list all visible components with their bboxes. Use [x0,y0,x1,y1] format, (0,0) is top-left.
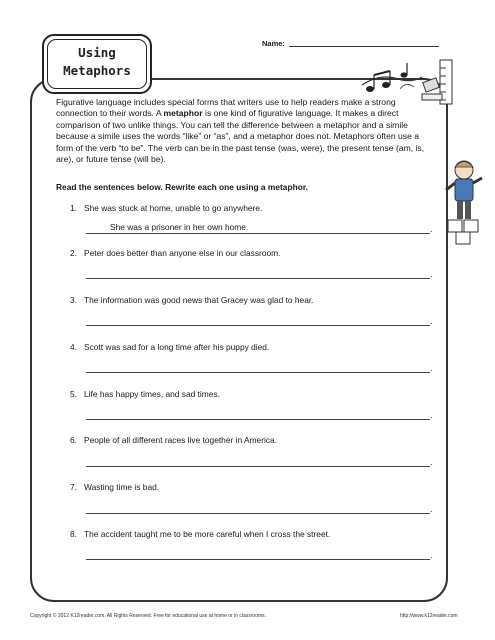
answer-period: . [430,550,433,560]
question-number: 2. [70,248,77,258]
question-2 [70,248,280,258]
footer-copyright: Copyright © 2012 K12reader.com. All Rights Reserved. Free for educational use at home or in classrooms. [30,613,267,619]
question-5 [70,389,220,399]
question-text: Wasting time is bad. [84,482,160,492]
question-text: The information was good news that Gracey was glad to hear. [84,295,314,305]
question-text: Scott was sad for a long time after his puppy died. [84,342,270,352]
answer-line-2[interactable] [86,267,430,279]
question-1 [70,203,262,213]
question-3 [70,295,314,305]
name-label: Name: [262,39,285,48]
question-text: Peter does better than anyone else in our classroom. [84,248,281,258]
question-number: 8. [70,529,77,539]
question-number: 3. [70,295,77,305]
footer-url[interactable]: http://www.k12reader.com [400,613,458,619]
question-7 [70,482,159,492]
intro-part2: is one kind of figurative language. It makes a direct comparison of two unlike things. You can tell the difference between a metaphor and a simile because a simile uses the words “like” or “as”, and a metaphor does not. Metaphors often use a form of the verb “to be”. The verb can be in the past tense (was, were), the present tense (am, is, are), or future tense (will be). [56,108,425,165]
question-text: Life has happy times, and sad times. [84,389,220,399]
answer-line-3[interactable] [86,314,430,326]
question-6 [70,435,277,445]
name-field[interactable] [289,46,439,47]
question-number: 7. [70,482,77,492]
question-number: 4. [70,342,77,352]
answer-line-8[interactable] [86,548,430,560]
answer-period: . [430,316,433,326]
page-title-line1: Using [78,45,116,60]
answer-text: She was a prisoner in her own home. [110,222,249,232]
question-text: She was stuck at home, unable to go anywhere. [84,203,263,213]
answer-period: . [430,269,433,279]
answer-line-5[interactable] [86,408,430,420]
question-number: 6. [70,435,77,445]
intro-paragraph [56,97,426,165]
question-number: 1. [70,203,77,213]
question-8 [70,529,330,539]
answer-period: . [430,457,433,467]
answer-period: . [430,410,433,420]
question-text: The accident taught me to be more careful when I cross the street. [84,529,331,539]
answer-period: . [430,504,433,514]
title-box [42,34,152,94]
answer-period: . [430,363,433,373]
question-text: People of all different races live together in America. [84,435,278,445]
answer-period: . [430,224,433,234]
question-number: 5. [70,389,77,399]
answer-line-1[interactable] [86,222,430,234]
boy-with-blocks-icon [442,150,492,250]
answer-line-7[interactable] [86,502,430,514]
instructions: Read the sentences below. Rewrite each one using a metaphor. [56,182,308,192]
page-title-line2: Metaphors [63,63,131,78]
question-4 [70,342,269,352]
answer-line-4[interactable] [86,361,430,373]
intro-bold-term: metaphor [163,108,203,119]
intro-part1: Figurative language includes special forms that writers use to help readers make a strong connection to their words. A [56,97,396,119]
answer-line-6[interactable] [86,455,430,467]
